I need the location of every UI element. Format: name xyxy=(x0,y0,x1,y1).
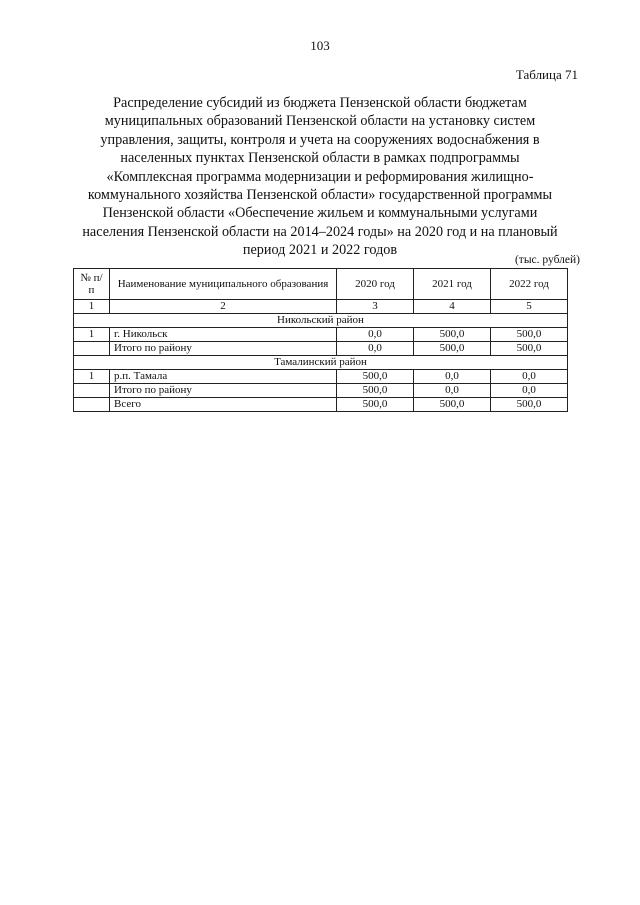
value-2020: 500,0 xyxy=(337,370,414,384)
title-line: муниципальных образований Пензенской области на установку систем xyxy=(104,113,536,130)
title-line: период 2021 и 2022 годов xyxy=(242,242,398,259)
title-line: Распределение субсидий из бюджета Пензенской области бюджетам xyxy=(113,95,527,111)
title-line: населенных пунктах Пензенской области в рамках подпрограммы xyxy=(120,150,520,167)
district-total-row xyxy=(74,384,568,398)
column-number: 5 xyxy=(491,300,568,314)
header-cell: № п/п xyxy=(74,269,110,300)
value-2021: 500,0 xyxy=(414,342,491,356)
row-number xyxy=(74,398,110,412)
table-label: Таблица 71 xyxy=(515,67,578,82)
row-number xyxy=(74,342,110,356)
district-name: Тамалинский район xyxy=(74,356,568,370)
value-2021: 0,0 xyxy=(414,370,491,384)
value-2021: 500,0 xyxy=(414,328,491,342)
table-row xyxy=(74,328,568,342)
column-number: 2 xyxy=(110,300,337,314)
value-2021: 0,0 xyxy=(414,384,491,398)
grand-total-row xyxy=(74,398,568,412)
units-label: (тыс. рублей) xyxy=(514,254,580,266)
row-number xyxy=(74,384,110,398)
table-header-row xyxy=(74,269,568,300)
district-total-row xyxy=(74,342,568,356)
page-number: 103 xyxy=(310,38,330,53)
table-row xyxy=(74,370,568,384)
header-cell: Наименование муниципального образования xyxy=(110,269,337,300)
document-title xyxy=(60,94,580,260)
grand-total-label: Всего xyxy=(110,398,337,412)
header-cell: 2020 год xyxy=(337,269,414,300)
value-2020: 0,0 xyxy=(337,328,414,342)
title-line: населения Пензенской области на 2014–2024 годы» на 2020 год и на плановый xyxy=(82,223,558,240)
title-line: коммунального хозяйства Пензенской области» государственной программы xyxy=(87,187,553,204)
municipality-name: Итого по району xyxy=(110,384,337,398)
header-cell: 2022 год xyxy=(491,269,568,300)
row-number: 1 xyxy=(74,328,110,342)
column-number: 1 xyxy=(74,300,110,314)
title-line: «Комплексная программа модернизации и реформирования жилищно- xyxy=(106,168,534,185)
value-2020: 500,0 xyxy=(337,398,414,412)
district-name: Никольский район xyxy=(74,314,568,328)
title-line: управления, защиты, контроля и учета на сооружениях водоснабжения в xyxy=(100,131,540,148)
column-number: 4 xyxy=(414,300,491,314)
value-2022: 0,0 xyxy=(491,384,568,398)
value-2022: 500,0 xyxy=(491,342,568,356)
value-2022: 500,0 xyxy=(491,328,568,342)
column-number: 3 xyxy=(337,300,414,314)
subsidy-table xyxy=(73,268,568,412)
column-number-row xyxy=(74,300,568,314)
municipality-name: Итого по району xyxy=(110,342,337,356)
district-header-row xyxy=(74,314,568,328)
value-2020: 500,0 xyxy=(337,384,414,398)
value-2022: 500,0 xyxy=(491,398,568,412)
municipality-name: г. Никольск xyxy=(110,328,337,342)
value-2020: 0,0 xyxy=(337,342,414,356)
header-cell: 2021 год xyxy=(414,269,491,300)
title-line: Пензенской области «Обеспечение жильем и коммунальными услугами xyxy=(102,205,538,222)
value-2022: 0,0 xyxy=(491,370,568,384)
municipality-name: р.п. Тамала xyxy=(110,370,337,384)
row-number: 1 xyxy=(74,370,110,384)
value-2021: 500,0 xyxy=(414,398,491,412)
district-header-row xyxy=(74,356,568,370)
